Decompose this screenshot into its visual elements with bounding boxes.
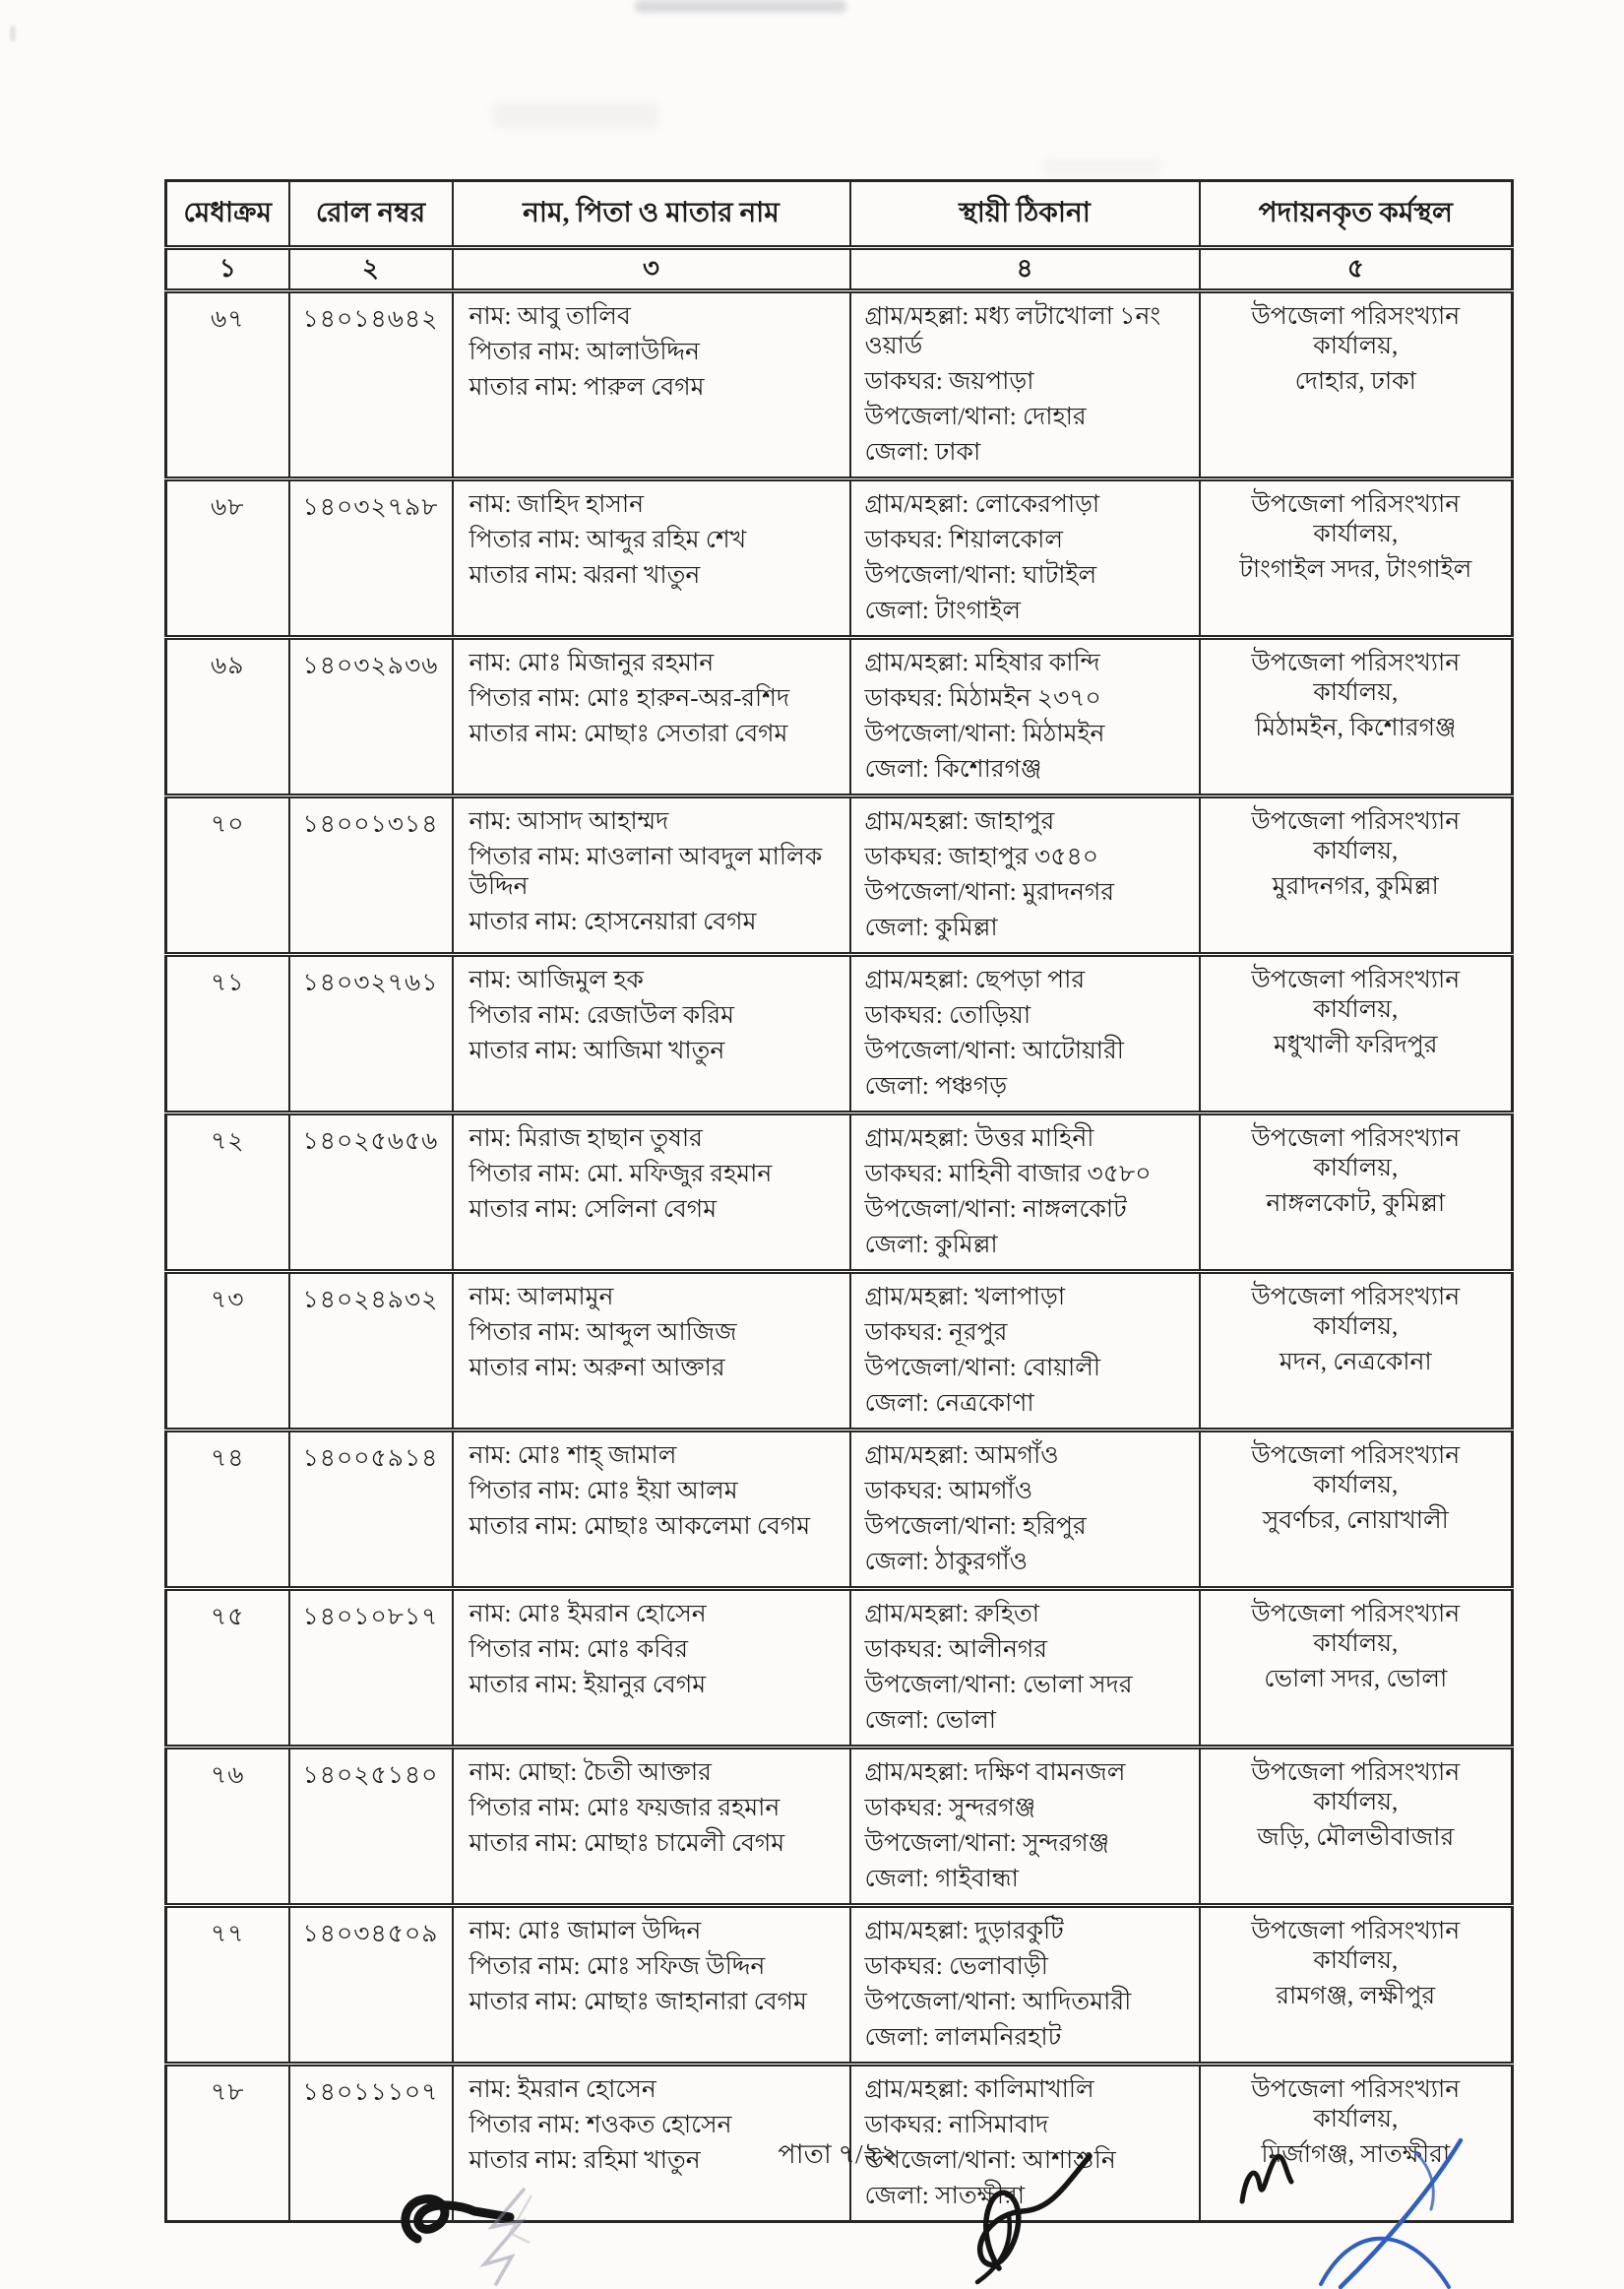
scan-smudge [635,0,846,13]
serial-3: ৩ [453,247,850,291]
merit-cell: ৭২ [166,1113,289,1272]
posting-cell [1200,1906,1513,2065]
text-line: জেলা: ঠাকুরগাঁও [864,1549,1028,1576]
roll-cell: ১৪০২৪৯৩২ [289,1272,453,1431]
serial-4: ৪ [850,247,1200,291]
text-line: টাংগাইল সদর, টাংগাইল [1239,556,1472,584]
text-line: উপজেলা পরিসংখ্যান কার্যালয়, [1251,967,1461,1024]
table-row [166,1906,1513,2065]
text-line: গ্রাম/মহল্লা: আমগাঁও [864,1442,1059,1470]
text-line: উপজেলা পরিসংখ্যান কার্যালয়, [1251,650,1461,707]
text-line: জেলা: ভোলা [864,1707,996,1735]
name-cell [453,1431,850,1589]
table-row [166,1748,1513,1906]
text-line: মাতার নাম: মোছাঃ চামেলী বেগম [468,1830,785,1858]
text-line: নাম: আজিমুল হক [468,967,644,994]
roll-cell: ১৪০৩২৭৯৮ [289,479,453,638]
text-line: ডাকঘর: সুন্দরগঞ্জ [864,1795,1036,1822]
scan-smudge [492,102,659,128]
serial-1: ১ [166,247,289,291]
text-line: ডাকঘর: নূরপুর [864,1319,1008,1347]
text-line: পিতার নাম: মোঃ ফয়জার রহমান [468,1795,781,1822]
text-line: পিতার নাম: শওকত হোসেন [468,2112,732,2139]
posting-cell [1200,1431,1513,1589]
address-cell [850,1431,1200,1589]
col-header-merit: মেধাক্রম [166,181,289,248]
text-line: উপজেলা/থানা: নাঙ্গলকোট [864,1196,1127,1224]
roll-cell: ১৪০৩২৭৬১ [289,955,453,1113]
text-line: জড়ি, মৌলভীবাজার [1257,1824,1455,1852]
text-line: পিতার নাম: রেজাউল করিম [468,1002,735,1030]
text-line: ডাকঘর: মাহিনী বাজার ৩৫৮০ [864,1161,1152,1188]
text-line: পিতার নাম: মোঃ কবির [468,1636,689,1664]
text-line: ডাকঘর: আলীনগর [864,1636,1048,1664]
table-row [166,479,1513,638]
name-cell [453,638,850,796]
posting-cell [1200,1272,1513,1431]
table-row [166,291,1513,479]
text-line: ডাকঘর: মিঠামইন ২৩৭০ [864,685,1101,713]
posting-cell [1200,1748,1513,1906]
merit-cell: ৭৪ [166,1431,289,1589]
text-line: ভোলা সদর, ভোলা [1264,1666,1448,1693]
text-line: রামগঞ্জ, লক্ষীপুর [1276,1983,1436,2010]
name-cell [453,479,850,638]
text-line: নাম: মোঃ ইমরান হোসেন [468,1601,707,1628]
text-line: ডাকঘর: আমগাঁও [864,1478,1033,1505]
text-line: নাঙ্গলকোট, কুমিল্লা [1266,1190,1446,1218]
merit-cell: ৭১ [166,955,289,1113]
text-line: জেলা: কিশোরগঞ্জ [864,756,1042,784]
address-cell [850,796,1200,955]
text-line: গ্রাম/মহল্লা: মধ্য লটাখোলা ১নং ওয়ার্ড [864,303,1161,360]
text-line: মাতার নাম: ইয়ানুর বেগম [468,1672,707,1699]
name-cell [453,955,850,1113]
text-line: ডাকঘর: ভেলাবাড়ী [864,1953,1048,1981]
text-line: মাতার নাম: সেলিনা বেগম [468,1196,718,1224]
text-line: মাতার নাম: আজিমা খাতুন [468,1038,725,1065]
text-line: নাম: মোঃ জামাল উদ্দিন [468,1918,702,1945]
roll-cell: ১৪০১১১০৭ [289,2065,453,2222]
text-line: ডাকঘর: তোড়িয়া [864,1002,1031,1030]
text-line: উপজেলা/থানা: হরিপুর [864,1513,1087,1541]
roll-cell: ১৪০১০৮১৭ [289,1589,453,1748]
text-line: নাম: মোছা: চৈতী আক্তার [468,1759,712,1787]
text-line: দোহার, ঢাকা [1294,368,1416,396]
text-line: উপজেলা পরিসংখ্যান কার্যালয়, [1251,491,1461,548]
text-line: গ্রাম/মহল্লা: দক্ষিণ বামনজল [864,1759,1126,1787]
address-cell [850,1113,1200,1272]
table-header [166,181,1513,291]
posting-cell [1200,1589,1513,1748]
page-number: পাতা ৭/২২ [778,2139,898,2169]
posting-cell [1200,638,1513,796]
text-line: সুবর্ণচর, নোয়াখালী [1262,1507,1449,1535]
text-line: ডাকঘর: জাহাপুর ৩৫৪০ [864,844,1098,871]
text-line: উপজেলা/থানা: আটোয়ারী [864,1038,1124,1065]
text-line: গ্রাম/মহল্লা: লোকেরপাড়া [864,491,1100,519]
col-header-posting: পদায়নকৃত কর্মস্থল [1200,181,1513,248]
table-row [166,1113,1513,1272]
text-line: গ্রাম/মহল্লা: ছেপড়া পার [864,967,1086,994]
text-line: পিতার নাম: মোঃ হারুন-অর-রশিদ [468,685,790,713]
name-cell [453,1906,850,2065]
text-line: মাতার নাম: অরুনা আক্তার [468,1355,725,1382]
merit-cell: ৭৬ [166,1748,289,1906]
text-line: নাম: আসাদ আহাম্মদ [468,808,669,836]
text-line: মাতার নাম: মোছাঃ জাহানারা বেগম [468,1989,807,2016]
text-line: উপজেলা পরিসংখ্যান কার্যালয়, [1251,808,1461,865]
table-row [166,796,1513,955]
text-line: উপজেলা পরিসংখ্যান কার্যালয়, [1251,1125,1461,1182]
address-cell [850,1272,1200,1431]
col-header-roll: রোল নম্বর [289,181,453,248]
scan-smudge [10,26,16,41]
text-line: পিতার নাম: আলাউদ্দিন [468,339,700,366]
text-line: পিতার নাম: মাওলানা আবদুল মালিক উদ্দিন [468,844,823,901]
table-row [166,638,1513,796]
text-line: উপজেলা পরিসংখ্যান কার্যালয়, [1251,1442,1461,1499]
roll-cell: ১৪০৩২৯৩৬ [289,638,453,796]
roll-cell: ১৪০০৫৯১৪ [289,1431,453,1589]
text-line: গ্রাম/মহল্লা: জাহাপুর [864,808,1055,836]
text-line: উপজেলা/থানা: ভোলা সদর [864,1672,1133,1699]
text-line: গ্রাম/মহল্লা: দুড়ারকুটি [864,1918,1064,1945]
address-cell [850,1589,1200,1748]
text-line: জেলা: সাতক্ষীরা [864,2183,1026,2210]
text-line: জেলা: লালমনিরহাট [864,2024,1062,2052]
text-line: জেলা: ঢাকা [864,439,981,467]
col-header-address: স্থায়ী ঠিকানা [850,181,1200,248]
text-line: জেলা: পঞ্চগড় [864,1073,1008,1101]
roll-cell: ১৪০১৪৬৪২ [289,291,453,479]
table-body [166,291,1513,2222]
text-line: মধুখালী ফরিদপুর [1273,1032,1438,1059]
text-line: জেলা: টাংগাইল [864,598,1021,625]
text-line: পিতার নাম: মো. মফিজুর রহমান [468,1161,773,1188]
text-line: নাম: ইমরান হোসেন [468,2076,656,2104]
text-line: উপজেলা পরিসংখ্যান কার্যালয়, [1251,1601,1461,1658]
text-line: উপজেলা পরিসংখ্যান কার্যালয়, [1251,1284,1461,1341]
merit-cell: ৭৫ [166,1589,289,1748]
text-line: নাম: আলমামুন [468,1284,614,1311]
text-line: উপজেলা পরিসংখ্যান কার্যালয়, [1251,2076,1461,2133]
name-cell [453,1589,850,1748]
address-cell [850,638,1200,796]
text-line: ডাকঘর: শিয়ালকোল [864,527,1063,554]
address-cell [850,291,1200,479]
text-line: নাম: মোঃ মিজানুর রহমান [468,650,715,677]
text-line: উপজেলা/থানা: আশাশুনি [864,2147,1116,2175]
text-line: মাতার নাম: হোসনেয়ারা বেগম [468,909,757,936]
merit-cell: ৭৭ [166,1906,289,2065]
text-line: নাম: মোঃ শাহ্ জামাল [468,1442,677,1470]
text-line: উপজেলা পরিসংখ্যান কার্যালয়, [1251,1918,1461,1975]
text-line: মাতার নাম: পারুল বেগম [468,374,705,402]
roll-cell: ১৪০২৫৬৫৬ [289,1113,453,1272]
text-line: নাম: আবু তালিব [468,303,631,331]
serial-5: ৫ [1200,247,1513,291]
text-line: উপজেলা/থানা: বোয়ালী [864,1355,1101,1382]
text-line: পিতার নাম: মোঃ সফিজ উদ্দিন [468,1953,766,1981]
text-line: নাম: জাহিদ হাসান [468,491,645,519]
serial-number-row [166,247,1513,291]
merit-cell: ৬৯ [166,638,289,796]
text-line: উপজেলা/থানা: মুরাদনগর [864,879,1115,907]
table-row [166,1589,1513,1748]
text-line: ডাকঘর: জয়পাড়া [864,368,1034,396]
text-line: উপজেলা/থানা: দোহার [864,404,1087,431]
address-cell [850,1748,1200,1906]
name-cell [453,1272,850,1431]
text-line: উপজেলা/থানা: মিঠামইন [864,721,1105,748]
name-cell [453,796,850,955]
address-cell [850,955,1200,1113]
text-line: নাম: মিরাজ হাছান তুষার [468,1125,703,1153]
text-line: উপজেলা/থানা: সুন্দরগঞ্জ [864,1830,1110,1858]
address-cell [850,479,1200,638]
table-row [166,1431,1513,1589]
roll-cell: ১৪০০১৩১৪ [289,796,453,955]
text-line: পিতার নাম: আব্দুল আজিজ [468,1319,737,1347]
address-cell [850,1906,1200,2065]
text-line: জেলা: কুমিল্লা [864,1232,998,1259]
text-line: পিতার নাম: মোঃ ইয়া আলম [468,1478,738,1505]
merit-cell: ৬৭ [166,291,289,479]
text-line: গ্রাম/মহল্লা: রুহিতা [864,1601,1040,1628]
merit-cell: ৬৮ [166,479,289,638]
text-line: উপজেলা পরিসংখ্যান কার্যালয়, [1251,303,1461,360]
col-header-name: নাম, পিতা ও মাতার নাম [453,181,850,248]
text-line: গ্রাম/মহল্লা: মহিষার কান্দি [864,650,1100,677]
text-line: উপজেলা পরিসংখ্যান কার্যালয়, [1251,1759,1461,1816]
merit-cell: ৭৩ [166,1272,289,1431]
text-line: গ্রাম/মহল্লা: খলাপাড়া [864,1284,1066,1311]
header-row [166,181,1513,248]
table-row [166,1272,1513,1431]
serial-2: ২ [289,247,453,291]
posting-cell [1200,1113,1513,1272]
text-line: মির্জাগঞ্জ, সাতক্ষীরা [1261,2141,1451,2169]
text-line: জেলা: গাইবান্ধা [864,1866,1019,1893]
name-cell [453,291,850,479]
text-line: মিঠামইন, কিশোরগঞ্জ [1255,715,1457,742]
posting-cell [1200,291,1513,479]
table-row [166,955,1513,1113]
text-line: মদন, নেত্রকোনা [1279,1349,1432,1376]
name-cell [453,1748,850,1906]
text-line: গ্রাম/মহল্লা: কালিমাখালি [864,2076,1094,2104]
text-line: মাতার নাম: মোছাঃ আকলেমা বেগম [468,1513,811,1541]
text-line: মাতার নাম: মোছাঃ সেতারা বেগম [468,721,788,748]
text-line: মাতার নাম: ঝরনা খাতুন [468,562,701,590]
text-line: ডাকঘর: নাসিমাবাদ [864,2112,1049,2139]
posting-cell [1200,955,1513,1113]
posting-cell [1200,796,1513,955]
posting-cell [1200,479,1513,638]
scan-smudge [1043,158,1161,177]
text-line: গ্রাম/মহল্লা: উত্তর মাহিনী [864,1125,1094,1153]
postings-table [164,179,1514,2223]
roll-cell: ১৪০৩৪৫০৯ [289,1906,453,2065]
text-line: জেলা: কুমিল্লা [864,915,998,942]
text-line: মুরাদনগর, কুমিল্লা [1272,873,1439,901]
text-line: উপজেলা/থানা: ঘাটাইল [864,562,1097,590]
name-cell [453,1113,850,1272]
merit-cell: ৭০ [166,796,289,955]
roll-cell: ১৪০২৫১৪০ [289,1748,453,1906]
text-line: জেলা: নেত্রকোণা [864,1390,1034,1418]
merit-cell: ৭৮ [166,2065,289,2222]
text-line: পিতার নাম: আব্দুর রহিম শেখ [468,527,747,554]
text-line: উপজেলা/থানা: আদিতমারী [864,1989,1132,2016]
text-line: মাতার নাম: রহিমা খাতুন [468,2147,701,2175]
